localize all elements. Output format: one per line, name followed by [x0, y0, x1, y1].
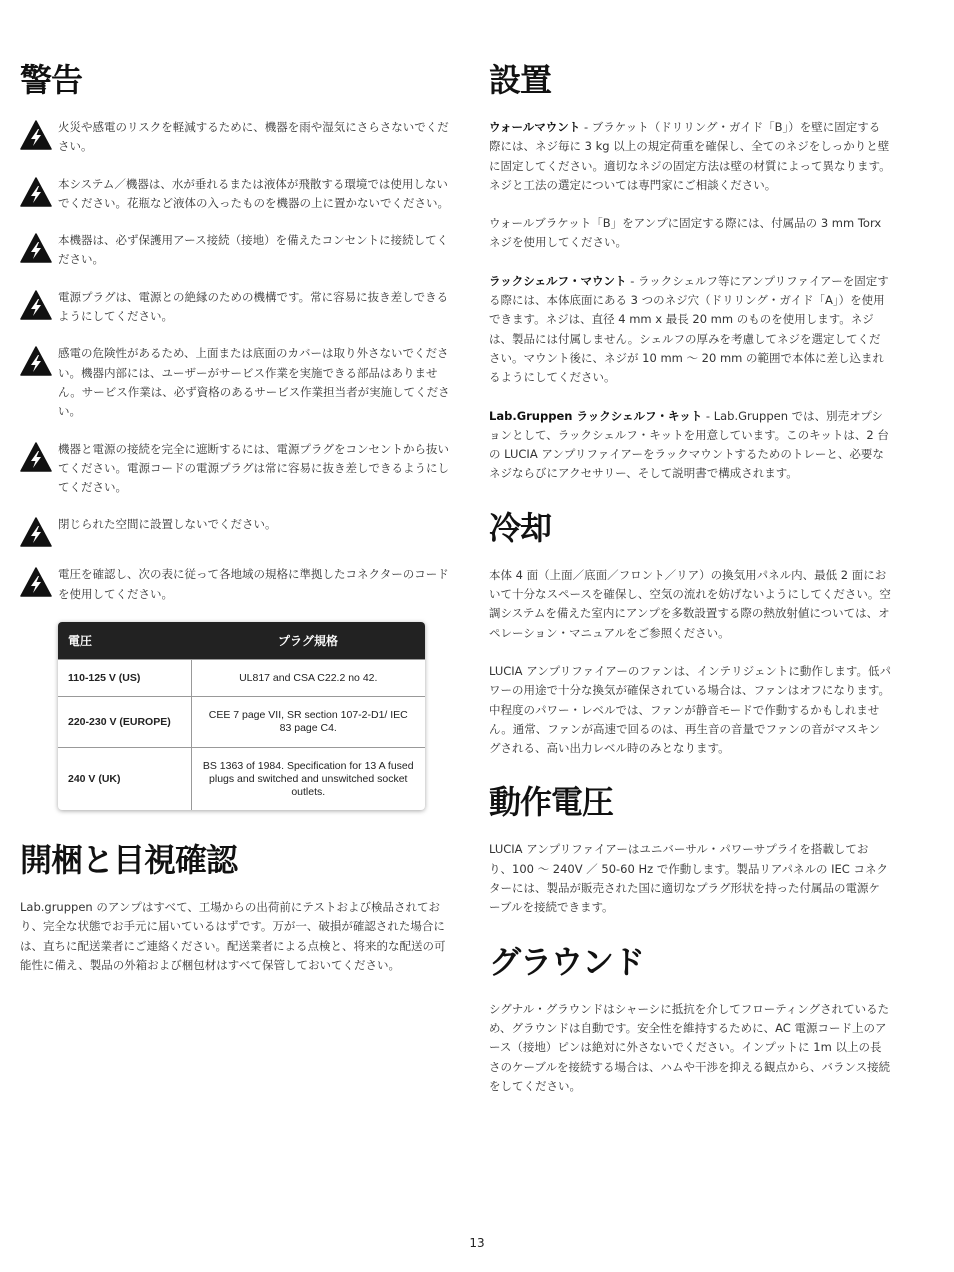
table-cell-voltage: 220-230 V (EUROPE)	[58, 697, 191, 748]
cooling-text-2: LUCIA アンプリファイアーのファンは、インテリジェントに動作します。低パワーの用途で十分な換気が確保されている場合は、ファンはオフになります。中程度のパワー・レベルでは、ファンが静音モードで作動するかもしれません。通常、ファンが高速で回るのは、再生音の音量でファンの音がマスキングされる、高い出力レベル時のみとなります。	[489, 663, 891, 756]
table-row	[58, 697, 425, 748]
warning-text: 火災や感電のリスクを軽減するために、機器を雨や湿気にさらさないでください。	[58, 120, 449, 154]
warning-item	[20, 175, 454, 214]
page-number: 13	[469, 1236, 485, 1250]
unpack-text: Lab.gruppen のアンプはすべて、工場からの出荷前にテストおよび検品されており、完全な状態でお手元に届いているはずです。万が一、破損が確認された場合には、直ちに配送業者にご連絡ください。配送業者による点検と、将来的な配送の可能性に備え、製品の外箱および梱包材はすべて保管しておいてください。	[20, 900, 446, 972]
warning-text: 電圧を確認し、次の表に従って各地域の規格に準拠したコネクターのコードを使用してください。	[58, 567, 449, 601]
wall-mount-body: - ブラケット（ドリリング・ガイド「B」）を壁に固定する際には、ネジ毎に 3 kg 以上の規定荷重を確保し、全てのネジをしっかりと壁に固定してください。適切なネジの固定方法は壁の材質によって異なります。ネジと工法の選定については専門家にご相談ください。	[489, 120, 891, 192]
table-header-plug: プラグ規格	[191, 622, 425, 660]
bracket-text: ウォールブラケット「B」をアンプに固定する際には、付属品の 3 mm Torx ネジを使用してください。	[489, 216, 882, 250]
warning-text: 電源プラグは、電源との絶縁のための機構です。常に容易に抜き差しできるようにしてください。	[58, 289, 449, 324]
table-row	[58, 660, 425, 697]
warning-heading: 警告	[20, 61, 83, 99]
table-cell-plug: BS 1363 of 1984. Specification for 13 A fused plugs and switched and unswitched socket outlets.	[191, 748, 425, 811]
lightning-warning-icon	[20, 517, 52, 547]
warning-item	[20, 515, 454, 547]
lightning-warning-icon	[20, 567, 52, 597]
unpack-heading: 開梱と目視確認	[20, 841, 238, 880]
cooling-text-1: 本体 4 面（上面／底面／フロント／リア）の換気用パネル内、最低 2 面において十分なスペースを確保し、空気の流れを妨げないようにしてください。空調システムを備えた室内にアンプを多数設置する際の熱放射値については、オペレーション・マニュアルをご参照ください。	[489, 567, 891, 640]
table-cell-voltage: 240 V (UK)	[58, 748, 191, 811]
warning-item	[20, 231, 454, 270]
warning-text: 本機器は、必ず保護用アース接続（接地）を備えたコンセントに接続してください。	[58, 233, 449, 267]
warning-text: 機器と電源の接続を完全に遮断するには、電源プラグをコンセントから抜いてください。電源コードの電源プラグは常に容易に抜き差しできるようにしてください。	[58, 441, 449, 495]
plug-spec-table	[58, 622, 425, 810]
warning-item	[20, 344, 454, 421]
cooling-heading: 冷却	[489, 508, 552, 547]
warning-item	[20, 288, 454, 327]
warning-text: 本システム／機器は、水が垂れるまたは液体が飛散する環境では使用しないでください。花瓶など液体の入ったものを機器の上に置かないでください。	[58, 176, 449, 210]
rack-mount-text	[489, 272, 891, 388]
ground-text: シグナル・グラウンドはシャーシに抵抗を介してフローティングされているため、グラウンドは自動です。安全性を維持するために、AC 電源コード上のアース（接地）ピンは絶対に外さないでください。インプットに 1m 以上の長さのケーブルを接続する場合は、ハムや干渉を抑える観点から、バランス接続をしてください。	[489, 1001, 891, 1093]
warning-text: 感電の危険性があるため、上面または底面のカバーは取り外さないでください。機器内部には、ユーザーがサービス作業を実施できる部品はありません。サービス作業は、必ず資格のあるサービス作業担当者が実施してください。	[58, 346, 450, 419]
rack-mount-body: - ラックシェルフ等にアンプリファイアーを固定する際には、本体底面にある 3 つのネジ穴（ドリリング・ガイド「A」）を使用できます。ネジは、直径 4 mm x 最長 20 mm のものを使用します。ネジは、製品には付属しません。シェルフの厚みを考慮してネジを選定してください。マウント後に、ネジが 10 mm 〜 20 mm の範囲で本体に差し込まれるようにしてください。	[489, 273, 889, 385]
voltage-text: LUCIA アンプリファイアーはユニバーサル・パワーサプライを搭載しており、100 〜 240V ／ 50-60 Hz で作動します。製品リアパネルの IEC コネクターには、製品が販売された国に適切なプラグ形状を持った付属品の電源ケーブルを接続できます。	[489, 842, 888, 915]
table-cell-plug: UL817 and CSA C22.2 no 42.	[191, 660, 425, 697]
lightning-warning-icon	[20, 346, 52, 376]
right-column	[489, 58, 891, 1096]
warning-list	[20, 118, 454, 604]
rack-kit-text	[489, 407, 891, 484]
lightning-warning-icon	[20, 120, 52, 150]
wall-mount-label: ウォールマウント	[489, 120, 581, 134]
warning-item	[20, 440, 454, 498]
rack-kit-label: Lab.Gruppen ラックシェルフ・キット	[489, 408, 703, 423]
warning-text: 閉じられた空間に設置しないでください。	[58, 517, 277, 532]
unpack-section	[20, 838, 454, 975]
warning-item	[20, 565, 454, 604]
rack-mount-label: ラックシェルフ・マウント	[489, 273, 627, 288]
table-header-voltage: 電圧	[58, 622, 191, 660]
table-cell-plug: CEE 7 page VII, SR section 107-2-D1/ IEC 83 page C4.	[191, 697, 425, 748]
rack-kit-body: - Lab.Gruppen では、別売オプションとして、ラックシェルフ・キットを用意しています。このキットは、2 台の LUCIA アンプリファイアーをラックマウントするためのトレーと、必要なネジならびにアクセサリー、そして説明書で構成されます。	[489, 408, 889, 481]
warning-item	[20, 118, 454, 157]
voltage-heading: 動作電圧	[489, 783, 614, 822]
ground-heading: グラウンド	[489, 942, 645, 981]
install-heading: 設置	[489, 61, 552, 99]
table-cell-voltage: 110-125 V (US)	[58, 660, 191, 697]
left-column	[20, 58, 454, 975]
lightning-warning-icon	[20, 233, 52, 263]
wall-mount-text	[489, 118, 891, 195]
lightning-warning-icon	[20, 290, 52, 320]
lightning-warning-icon	[20, 177, 52, 207]
table-row	[58, 748, 425, 811]
lightning-warning-icon	[20, 442, 52, 472]
